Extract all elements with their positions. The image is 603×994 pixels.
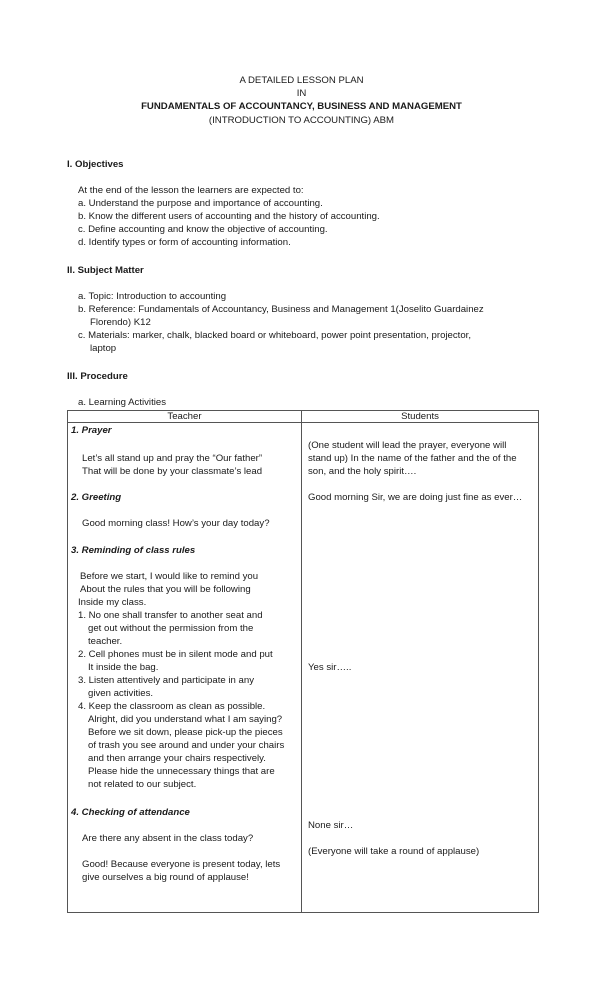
prayer-title: 1. Prayer [71,425,112,436]
rules-text: Before we start, I would like to remind you [80,571,259,582]
doc-title-line1: A DETAILED LESSON PLAN [239,75,364,86]
rule-item: given activities. [88,688,154,699]
column-header-students: Students [302,411,539,423]
prayer-text: That will be done by your classmate’s lead [82,466,263,477]
student-prayer-response: (One student will lead the prayer, everyone will [308,440,507,451]
rules-text: Please hide the unnecessary things that are [88,766,275,777]
doc-title-line2: IN [296,88,307,99]
rules-text: Before we sit down, please pick-up the pieces [88,727,283,738]
rules-text: About the rules that you will be following [80,584,251,595]
rules-text: of trash you see around and under your chairs [88,740,285,751]
objective-item: d. Identify types or form of accounting information. [78,237,291,248]
objective-item: c. Define accounting and know the objective of accounting. [78,224,328,235]
greeting-title: 2. Greeting [71,492,122,503]
doc-title-topic: (INTRODUCTION TO ACCOUNTING) ABM [208,115,395,126]
subject-matter-reference-cont: Florendo) K12 [90,317,151,328]
teacher-column [68,423,302,913]
attendance-good: give ourselves a big round of applause! [82,872,249,883]
attendance-good: Good! Because everyone is present today, lets [82,859,281,870]
subject-matter-materials: c. Materials: marker, chalk, blacked board or whiteboard, power point presentation, projector, [78,330,472,341]
rule-item: 4. Keep the classroom as clean as possible. [78,701,266,712]
subject-matter-heading: II. Subject Matter [67,265,144,276]
student-rules-response: Yes sir….. [308,662,352,673]
prayer-text: Let’s all stand up and pray the “Our father” [82,453,263,464]
rules-text: Alright, did you understand what I am saying? [88,714,283,725]
student-greeting-response: Good morning Sir, we are doing just fine as ever… [308,492,523,503]
attendance-title: 4. Checking of attendance [71,807,190,818]
procedure-subheading: a. Learning Activities [78,397,166,408]
rule-item: teacher. [88,636,123,647]
objective-item: a. Understand the purpose and importance of accounting. [78,198,323,209]
subject-matter-materials-cont: laptop [90,343,117,354]
procedure-heading: III. Procedure [67,371,128,382]
rule-item: It inside the bag. [88,662,159,673]
objectives-intro: At the end of the lesson the learners are expected to: [78,185,304,196]
rules-text: not related to our subject. [88,779,197,790]
rule-item: get out without the permission from the [88,623,254,634]
column-header-teacher: Teacher [68,411,302,423]
rules-text: and then arrange your chairs respectively. [88,753,266,764]
rule-item: 1. No one shall transfer to another seat and [78,610,263,621]
objective-item: b. Know the different users of accounting and the history of accounting. [78,211,380,222]
learning-activities-table [67,410,539,913]
rules-title: 3. Reminding of class rules [71,545,196,556]
student-prayer-response: stand up) In the name of the father and the of the [308,453,517,464]
doc-title-subject: FUNDAMENTALS OF ACCOUNTANCY, BUSINESS AND MANAGEMENT [141,101,462,112]
student-applause-response: (Everyone will take a round of applause) [308,846,480,857]
student-attendance-response: None sir… [308,820,354,831]
rule-item: 3. Listen attentively and participate in any [78,675,254,686]
attendance-question: Are there any absent in the class today? [82,833,254,844]
subject-matter-reference: b. Reference: Fundamentals of Accountancy, Business and Management 1(Joselito Guardainez [78,304,484,315]
students-column [302,423,539,913]
rule-item: 2. Cell phones must be in silent mode and put [78,649,273,660]
rules-text: Inside my class. [78,597,147,608]
greeting-text: Good morning class! How’s your day today? [82,518,270,529]
objectives-heading: I. Objectives [67,159,124,170]
subject-matter-topic: a. Topic: Introduction to accounting [78,291,227,302]
student-prayer-response: son, and the holy spirit…. [308,466,417,477]
